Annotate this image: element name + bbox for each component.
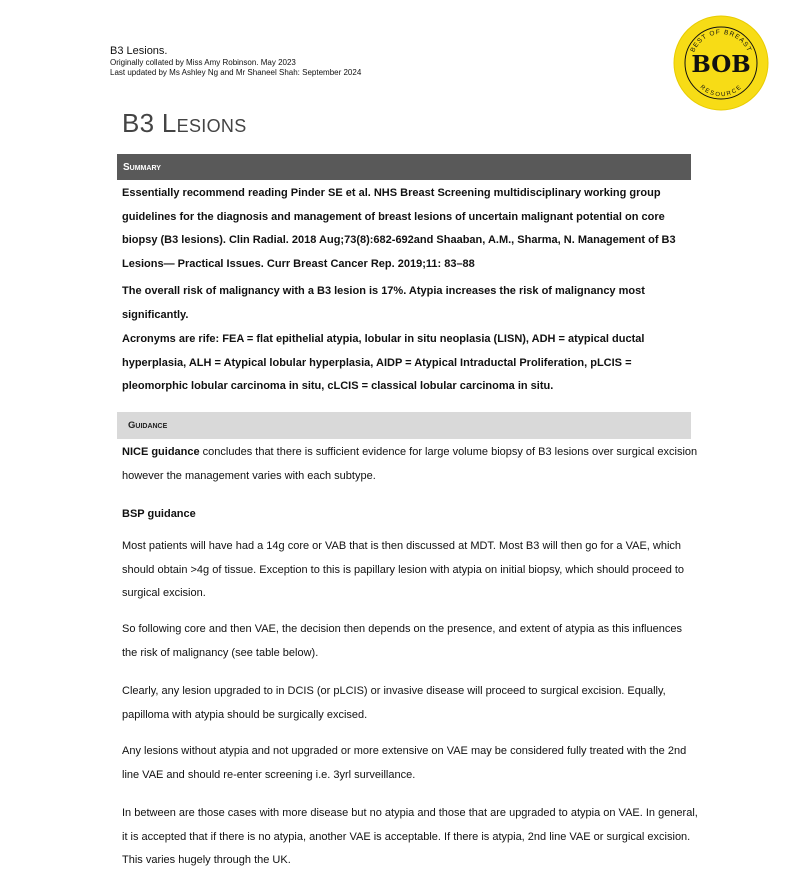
- header-collated-by: Originally collated by Miss Amy Robinson. May 2023: [110, 58, 296, 67]
- bsp-paragraph-3: Clearly, any lesion upgraded to in DCIS (or pLCIS) or invasive disease will proceed to surgical excision. Equally, papilloma with atypia should be surgically excised.: [122, 685, 666, 721]
- summary-heading: Summary: [123, 162, 161, 173]
- page-title: B3 Lesions: [122, 108, 247, 138]
- logo-top-text: BEST OF BREAST: [689, 28, 753, 54]
- summary-heading-bar: [117, 154, 691, 180]
- bsp-paragraph-1: Most patients will have had a 14g core or VAB that is then discussed at MDT. Most B3 will then go for a VAE, which should obtain >4g of tissue. Exception to this is papillary lesion with atypia on initial biopsy, which should proceed to surgical excision.: [122, 540, 685, 599]
- summary-risk-paragraph: The overall risk of malignancy with a B3 lesion is 17%. Atypia increases the risk of malignancy most significantly.: [122, 285, 645, 321]
- header-title: B3 Lesions.: [110, 45, 168, 57]
- bsp-paragraph-2: So following core and then VAE, the decision then depends on the presence, and extent of atypia as this influences the risk of malignancy (see table below).: [122, 623, 682, 659]
- bsp-paragraph-5: In between are those cases with more disease but no atypia and those that are upgraded to atypia on VAE. In general, it is accepted that if there is no atypia, another VAE is acceptable. If there is atypia, 2nd line VAE or surgical excision. This varies hugely through the UK.: [122, 807, 698, 866]
- bob-logo: [673, 15, 769, 111]
- document-header: [110, 44, 361, 78]
- summary-reference-paragraph: Essentially recommend reading Pinder SE et al. NHS Breast Screening multidisciplinary working group guidelines for the diagnosis and management of breast lesions of uncertain malignant potential on core biopsy (B3 lesions). Clin Radial. 2018 Aug;73(8):682-692and Shaaban, A.M., Sharma, N. Management of B3 Lesions— Practical Issues. Curr Breast Cancer Rep. 2019;11: 83–88: [122, 187, 676, 270]
- guidance-heading: Guidance: [128, 420, 168, 431]
- nice-guidance-paragraph: [122, 441, 700, 488]
- logo-bob-text: BOB: [691, 51, 751, 78]
- logo-bottom-text: RESOURCE: [698, 84, 744, 99]
- header-updated-by: Last updated by Ms Ashley Ng and Mr Shaneel Shah: September 2024: [110, 68, 362, 77]
- nice-guidance-label: NICE guidance: [122, 446, 200, 458]
- summary-acronyms-paragraph: Acronyms are rife: FEA = flat epithelial atypia, lobular in situ neoplasia (LISN), ADH = atypical ductal hyperplasia, ALH = Atypical lobular hyperplasia, AIDP = Atypical Intraductal Proliferation, pLCIS = pleomorphic lobular carcinoma in situ, cLCIS = classical lobular carcinoma in situ.: [122, 333, 645, 392]
- nice-guidance-text: concludes that there is sufficient evidence for large volume biopsy of B3 lesions over surgical excision however the management varies with each subtype.: [122, 446, 698, 482]
- guidance-heading-bar: [117, 412, 691, 439]
- bsp-guidance-heading: BSP guidance: [122, 508, 196, 520]
- bsp-paragraph-4: Any lesions without atypia and not upgraded or more extensive on VAE may be considered fully treated with the 2nd line VAE and should re-enter screening i.e. 3yrl surveillance.: [122, 745, 687, 781]
